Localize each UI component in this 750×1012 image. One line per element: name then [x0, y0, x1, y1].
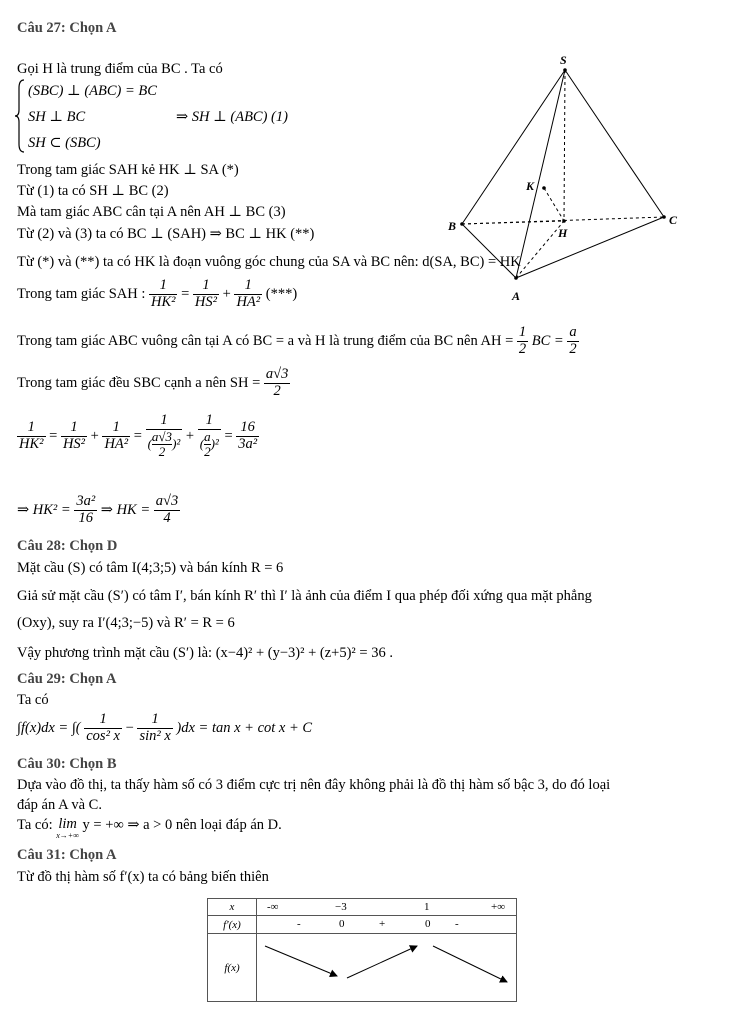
q29-line-1: Ta có — [17, 692, 49, 708]
l10-den2: 4 — [163, 509, 171, 526]
q30-lim-sub: x→+∞ — [56, 830, 79, 840]
q27-line-10 — [17, 494, 180, 527]
int-f2-den: sin² x — [139, 727, 171, 744]
q30-pre: Ta có: — [17, 817, 53, 833]
label-K: K — [526, 179, 535, 193]
vt-sign-0: - — [297, 918, 301, 930]
label-C: C — [669, 213, 678, 227]
l7-pre: Trong tam giác ABC vuông cân tại A có BC = a và H là trung điểm của BC nên AH = — [17, 333, 514, 350]
q27-line-7: Trong tam giác ABC vuông cân tại A có BC = a và H là trung điểm của BC nên AH = $\frac{1}{2}$ BC = $\frac{a}{2}$ — [17, 324, 577, 357]
q28-header: Câu 28: Chọn D — [17, 538, 118, 554]
l6-den3: HA² — [236, 293, 261, 310]
q28-line-4: Vậy phương trình mặt cầu (S′) là: (x−4)² + (y−3)² + (z+5)² = 36 . — [17, 645, 393, 661]
q27-line-9: $\frac{1}{\text{HK²}}$ = $\frac{1}{\text{HS²}}$ + $\frac{1}{\text{HA²}}$ = 1 ( $\frac{a√3}{2}$ )² + 1 ( $\frac{a}{2}$ )² = $\frac{16}{\text{3a²}}$ — [19, 412, 258, 460]
vt-x-label: x — [208, 899, 257, 916]
l7-bc: BC = — [531, 333, 564, 350]
q29-integral: ∫f(x)dx = ∫( $\frac{1}{\text{cos² x}}$ − $\frac{1}{\text{sin² x}}$ )dx = tan x + cot x + C — [17, 711, 313, 744]
l6-num2: 1 — [193, 278, 219, 295]
q30-line-1: Dựa vào đồ thị, ta thấy hàm số có 3 điểm cực trị nên đây không phải là đồ thị hàm số bậc 3, do đó loại — [17, 777, 611, 793]
q27-line-3: Mà tam giác ABC cân tại A nên AH ⊥ BC (3) — [17, 204, 286, 220]
q30-line-2: đáp án A và C. — [17, 797, 102, 813]
l8-num: a√3 — [265, 366, 289, 382]
vt-sign-1: 0 — [339, 918, 345, 930]
l7-a: a — [569, 324, 577, 340]
int-pre: ∫f(x)dx = ∫( — [17, 720, 81, 737]
q28-line-1: Mặt cầu (S) có tâm I(4;3;5) và bán kính R = 6 — [17, 560, 284, 576]
l10-den: 16 — [78, 509, 93, 526]
l6-den1: HK² — [150, 293, 176, 310]
l6-num1: 1 — [149, 278, 178, 295]
int-post: )dx = tan x + cot x + C — [176, 720, 313, 737]
l10-num: 3a² — [76, 493, 96, 509]
int-f1-den: cos² x — [86, 727, 120, 744]
vt-sign-2: + — [379, 918, 386, 930]
q30-header: Câu 30: Chọn B — [17, 756, 117, 772]
vt-sign-4: - — [455, 918, 459, 930]
vt-f-label: f(x) — [208, 934, 257, 1002]
pyramid-figure — [440, 50, 680, 310]
label-H: H — [558, 226, 568, 240]
l8-pre: Trong tam giác đều SBC cạnh a nên SH = — [17, 375, 261, 392]
l9-num: 16 — [236, 420, 259, 437]
l10-a: ⇒ HK² = — [17, 502, 71, 519]
q29-header: Câu 29: Chọn A — [17, 671, 117, 687]
l10-b: ⇒ HK = — [100, 502, 151, 519]
q30-post: y = +∞ ⇒ a > 0 nên loại đáp án D. — [82, 817, 282, 833]
q27-header: Câu 27: Chọn A — [17, 20, 117, 36]
vt-x-2: 1 — [424, 901, 430, 913]
q31-line-1: Từ đồ thị hàm số f′(x) ta có bảng biến thiên — [17, 869, 269, 885]
variation-table — [207, 898, 517, 1002]
system-line-1: (SBC) ⊥ (ABC) = BC — [28, 83, 157, 99]
l8-den: 2 — [273, 382, 281, 399]
l10-num2: a√3 — [155, 493, 179, 509]
l9-den: 3a² — [238, 435, 258, 452]
q28-line-2: Giả sử mặt cầu (S′) có tâm I′, bán kính R′ thì I′ là ảnh của điểm I qua phép đối xứng qua mặt phẳng — [17, 588, 592, 604]
variation-arrows — [257, 934, 515, 1002]
vt-fp-label: f′(x) — [208, 916, 257, 934]
q28-line-3: (Oxy), suy ra I′(4;3;−5) và R′ = R = 6 — [17, 615, 235, 631]
system-result: ⇒ SH ⊥ (ABC) (1) — [176, 109, 288, 125]
l6-num3: 1 — [234, 278, 262, 295]
vt-x-3: +∞ — [491, 901, 506, 913]
q27-line-5: Từ (*) và (**) ta có HK là đoạn vuông góc chung của SA và BC nên: d(SA, BC) = HK — [17, 254, 521, 270]
l6-den2: HS² — [194, 293, 217, 310]
vt-x-1: −3 — [335, 901, 347, 913]
q30-line-3 — [17, 817, 282, 840]
q27-intro: Gọi H là trung điểm của BC . Ta có — [17, 61, 223, 77]
system-line-2: SH ⊥ BC — [28, 109, 86, 125]
system-line-3: SH ⊂ (SBC) — [28, 135, 101, 151]
l6-post: (***) — [265, 286, 298, 303]
q27-line-6: Trong tam giác SAH : $\frac{1}{\text{HK²}}$ = $\frac{1}{\text{HS²}}$ + $\frac{1}{\text{HA²}}$ (***) — [17, 277, 298, 310]
q27-line-8 — [17, 367, 290, 400]
l7-half-den: 2 — [518, 340, 527, 357]
q30-lim: lim — [58, 816, 77, 832]
label-B: B — [448, 219, 457, 233]
l7-half-den2: 2 — [569, 340, 577, 357]
q31-header: Câu 31: Chọn A — [17, 847, 117, 863]
vt-x-0: -∞ — [267, 901, 279, 913]
system-brace — [14, 78, 26, 154]
label-A: A — [512, 289, 521, 303]
label-S: S — [560, 53, 567, 67]
q27-line-4: Từ (2) và (3) ta có BC ⊥ (SAH) ⇒ BC ⊥ HK (**) — [17, 226, 315, 242]
q27-line-1: Trong tam giác SAH kẻ HK ⊥ SA (*) — [17, 162, 239, 178]
vt-sign-3: 0 — [425, 918, 431, 930]
l6-pre: Trong tam giác SAH : — [17, 286, 146, 303]
q27-line-2: Từ (1) ta có SH ⊥ BC (2) — [17, 183, 169, 199]
